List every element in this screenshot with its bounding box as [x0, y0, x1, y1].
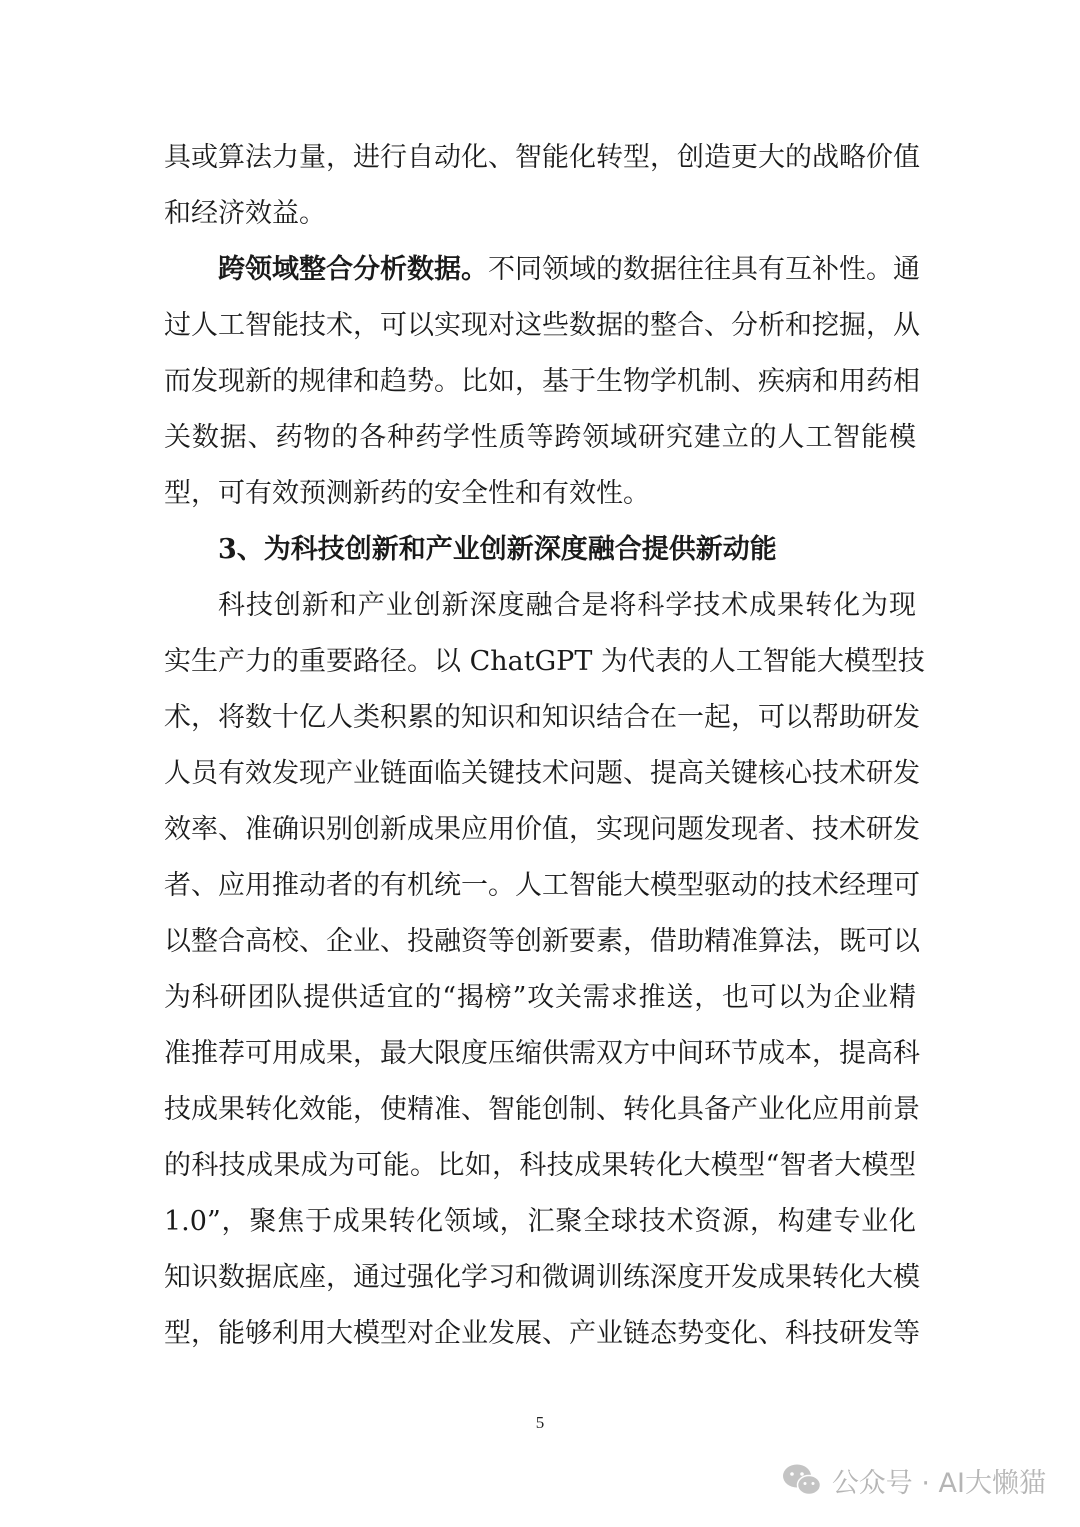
- line-text: 科技创新和产业创新深度融合是将科学技术成果转化为现: [218, 590, 916, 621]
- line-text: 过人工智能技术，可以实现对这些数据的整合、分析和挖掘，从: [164, 310, 920, 341]
- line-text: 技成果转化效能，使精准、智能创制、转化具备产业化应用前景: [164, 1094, 920, 1125]
- watermark: [782, 1455, 1046, 1505]
- line-text: 3、为科技创新和产业创新深度融合提供新动能: [218, 534, 777, 565]
- section-heading: [164, 522, 916, 578]
- line-text: 术，将数十亿人类积累的知识和知识结合在一起，可以帮助研发: [164, 702, 920, 733]
- text-line: [164, 1082, 920, 1138]
- line-text: 以整合高校、企业、投融资等创新要素，借助精准算法，既可以: [164, 926, 920, 957]
- text-line: [164, 1250, 920, 1306]
- wechat-icon: [782, 1463, 822, 1497]
- text-line: [164, 914, 920, 970]
- text-line: [164, 298, 920, 354]
- text-line: [164, 130, 920, 186]
- line-text: 不同领域的数据往往具有互补性。通: [488, 254, 920, 285]
- line-text: 为科研团队提供适宜的“揭榜”攻关需求推送，也可以为企业精: [164, 982, 916, 1013]
- text-line: [164, 802, 920, 858]
- text-line: [164, 186, 916, 242]
- body-text: [164, 130, 925, 1362]
- text-line: [164, 634, 925, 690]
- text-line: [164, 466, 916, 522]
- line-text: 的科技成果成为可能。比如，科技成果转化大模型“智者大模型: [164, 1150, 916, 1181]
- text-line: [164, 1306, 920, 1362]
- line-text: 型，可有效预测新药的安全性和有效性。: [164, 478, 650, 509]
- line-text: 型，能够利用大模型对企业发展、产业链态势变化、科技研发等: [164, 1318, 920, 1349]
- line-text: 1.0”，聚焦于成果转化领域，汇聚全球技术资源，构建专业化: [164, 1206, 916, 1237]
- text-line: [164, 746, 920, 802]
- line-text: 具或算法力量，进行自动化、智能化转型，创造更大的战略价值: [164, 142, 920, 173]
- line-text: 和经济效益。: [164, 198, 326, 229]
- text-line: [164, 1026, 920, 1082]
- watermark-text: 公众号 · AI大懒猫: [831, 1467, 1046, 1499]
- line-text: 者、应用推动者的有机统一。人工智能大模型驱动的技术经理可: [164, 870, 920, 901]
- line-text: 实生产力的重要路径。以 ChatGPT 为代表的人工智能大模型技: [164, 646, 925, 677]
- text-line: [164, 690, 920, 746]
- text-line: [164, 578, 916, 634]
- text-line: [164, 354, 920, 410]
- line-text: 而发现新的规律和趋势。比如，基于生物学机制、疾病和用药相: [164, 366, 920, 397]
- line-text: 人员有效发现产业链面临关键技术问题、提高关键核心技术研发: [164, 758, 920, 789]
- line-text: 准推荐可用成果，最大限度压缩供需双方中间环节成本，提高科: [164, 1038, 920, 1069]
- bold-lead-in: 跨领域整合分析数据。: [218, 254, 488, 285]
- text-line: [164, 242, 920, 298]
- text-line: [164, 1138, 916, 1194]
- page-number: 5: [535, 1413, 545, 1432]
- line-text: 效率、准确识别创新成果应用价值，实现问题发现者、技术研发: [164, 814, 920, 845]
- text-line: [164, 970, 916, 1026]
- line-text: 关数据、药物的各种药学性质等跨领域研究建立的人工智能模: [164, 422, 916, 453]
- text-line: [164, 410, 916, 466]
- text-line: [164, 858, 920, 914]
- line-text: 知识数据底座，通过强化学习和微调训练深度开发成果转化大模: [164, 1262, 920, 1293]
- text-line: [164, 1194, 916, 1250]
